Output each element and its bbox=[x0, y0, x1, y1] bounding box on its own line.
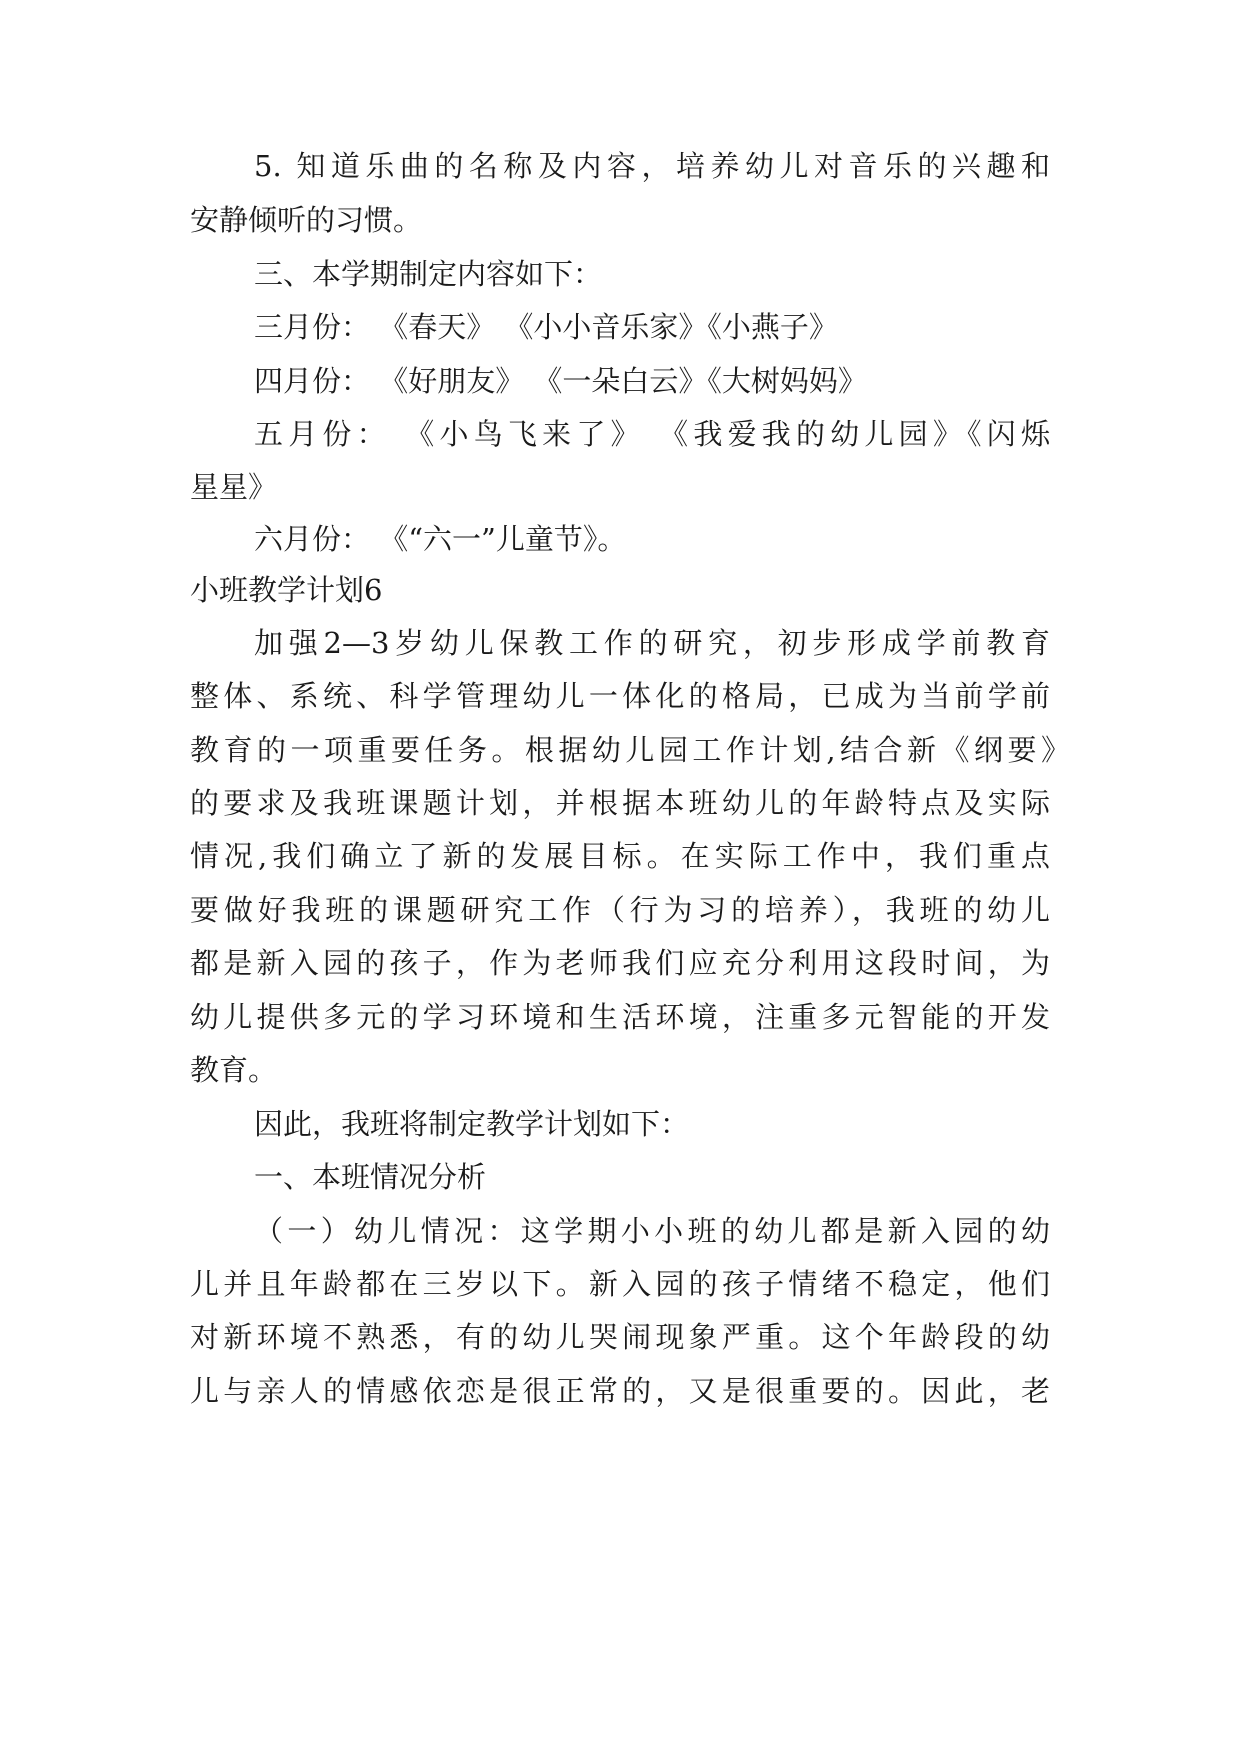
paragraph-line: 教育的一项重要任务。根据幼儿园工作计划,结合新《纲要》 bbox=[190, 733, 1070, 767]
month-list-item: 五月份： 《小鸟飞来了》 《我爱我的幼儿园》《闪烁 bbox=[254, 417, 1050, 451]
document-title: 小班教学计划6 bbox=[190, 573, 383, 607]
paragraph-line: 情况,我们确立了新的发展目标。在实际工作中，我们重点 bbox=[190, 839, 1050, 873]
paragraph-line: 整体、系统、科学管理幼儿一体化的格局，已成为当前学前 bbox=[190, 679, 1050, 713]
month-list-item-continued: 星星》 bbox=[190, 470, 278, 504]
month-list-item: 六月份： 《“六一”儿童节》。 bbox=[254, 522, 627, 556]
section-heading: 一、本班情况分析 bbox=[254, 1160, 487, 1194]
paragraph-line: 儿与亲人的情感依恋是很正常的，又是很重要的。因此，老 bbox=[190, 1374, 1050, 1408]
paragraph-line: 对新环境不熟悉，有的幼儿哭闹现象严重。这个年龄段的幼 bbox=[190, 1320, 1050, 1354]
paragraph-line: 儿并且年龄都在三岁以下。新入园的孩子情绪不稳定，他们 bbox=[190, 1267, 1050, 1301]
paragraph-line: 都是新入园的孩子，作为老师我们应充分利用这段时间，为 bbox=[190, 946, 1050, 980]
month-list-item: 三月份： 《春天》 《小小音乐家》《小燕子》 bbox=[254, 310, 838, 344]
paragraph-line: （一）幼儿情况：这学期小小班的幼儿都是新入园的幼 bbox=[254, 1214, 1050, 1248]
paragraph-line: 安静倾听的习惯。 bbox=[190, 203, 423, 237]
section-heading: 三、本学期制定内容如下： bbox=[254, 257, 603, 291]
month-list-item: 四月份： 《好朋友》 《一朵白云》《大树妈妈》 bbox=[254, 364, 867, 398]
paragraph-line: 加强2—3岁幼儿保教工作的研究，初步形成学前教育 bbox=[254, 626, 1050, 660]
paragraph-line: 要做好我班的课题研究工作（行为习的培养），我班的幼儿 bbox=[190, 893, 1050, 927]
paragraph-line: 因此，我班将制定教学计划如下： bbox=[254, 1107, 690, 1141]
paragraph-line: 幼儿提供多元的学习环境和生活环境，注重多元智能的开发 bbox=[190, 1000, 1050, 1034]
paragraph-line: 教育。 bbox=[190, 1053, 278, 1087]
paragraph-line: 的要求及我班课题计划，并根据本班幼儿的年龄特点及实际 bbox=[190, 786, 1050, 820]
paragraph-line: 5. 知道乐曲的名称及内容，培养幼儿对音乐的兴趣和 bbox=[254, 149, 1050, 183]
